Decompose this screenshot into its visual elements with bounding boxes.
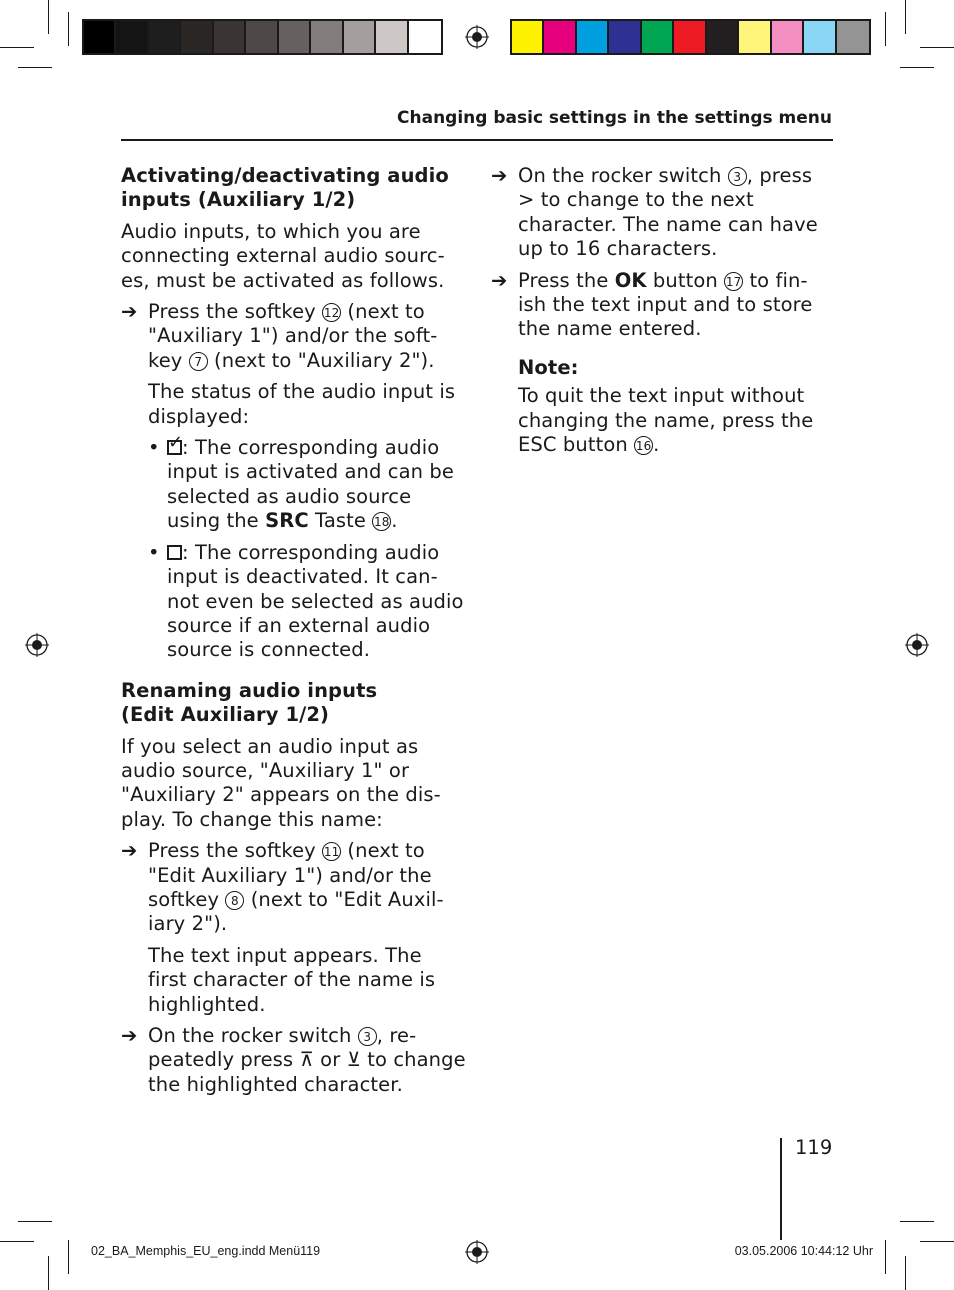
crop-mark [900, 1221, 934, 1222]
crop-mark [905, 1256, 906, 1290]
footer-date-info: 03.05.2006 10:44:12 Uhr [734, 1244, 873, 1258]
section-heading-activating: Activating/deactivating audio inputs (Auxiliary 1/2) [121, 164, 449, 212]
page-number-rule [780, 1138, 782, 1240]
color-swatch [772, 21, 804, 53]
color-swatch [279, 21, 311, 53]
color-swatch [707, 21, 739, 53]
crop-mark [885, 1240, 886, 1274]
callout-number: 12 [322, 303, 341, 322]
registration-target-icon [25, 633, 49, 657]
crop-mark [0, 47, 34, 48]
color-swatch [674, 21, 706, 53]
instruction-step: ➔ On the rocker switch 3 , re-peatedly press ⊼ or ⊻ to change the highlighted character. [121, 1024, 466, 1096]
checkbox-empty-icon [167, 545, 182, 560]
color-swatch [544, 21, 576, 53]
running-head: Changing basic settings in the settings menu [397, 108, 832, 128]
registration-target-icon [465, 25, 489, 49]
callout-number: 7 [189, 352, 208, 371]
registration-target-icon [465, 1240, 489, 1264]
callout-number: 3 [728, 167, 747, 186]
color-swatch [246, 21, 278, 53]
crop-mark [68, 12, 69, 46]
crop-mark [18, 67, 52, 68]
crop-mark [885, 12, 886, 46]
color-swatch [837, 21, 869, 53]
crop-mark [68, 1240, 69, 1274]
color-swatch [512, 21, 544, 53]
crop-mark [920, 1241, 954, 1242]
step-result: The status of the audio input is displayed: [148, 380, 456, 428]
footer-file-info: 02_BA_Memphis_EU_eng.indd Menü119 [91, 1244, 321, 1258]
section-intro: If you select an audio input as audio source, "Auxiliary 1" or "Auxiliary 2" appears on the dis-play. To change this name: [121, 734, 441, 831]
registration-target-icon [905, 633, 929, 657]
arrow-right-icon: ➔ [121, 839, 138, 863]
color-swatch [376, 21, 408, 53]
callout-number: 3 [358, 1027, 377, 1046]
grayscale-color-bar [82, 19, 443, 55]
crop-mark [48, 1256, 49, 1290]
color-swatch [116, 21, 148, 53]
callout-number: 16 [634, 436, 653, 455]
crop-mark [920, 47, 954, 48]
crop-mark [48, 0, 49, 34]
right-column [491, 164, 826, 457]
color-swatch [149, 21, 181, 53]
rocker-up-icon: ⊼ [299, 1048, 314, 1072]
instruction-step: ➔ Press the softkey 11 (next to "Edit Auxiliary 1") and/or the softkey 8 (next to "Edit Auxil-iary 2"). [121, 839, 444, 936]
arrow-right-icon: ➔ [121, 300, 138, 324]
arrow-right-icon: ➔ [491, 268, 508, 292]
color-swatch [577, 21, 609, 53]
color-swatch [409, 21, 441, 53]
section-heading-renaming: Renaming audio inputs (Edit Auxiliary 1/2) [121, 678, 378, 727]
color-swatch [181, 21, 213, 53]
crop-mark [0, 1241, 34, 1242]
instruction-step: ➔ On the rocker switch 3 , press > to change to the next character. The name can have up to 16 characters. [491, 164, 818, 261]
bullet-item: • ✓ : The corresponding audio input is activated and can be selected as audio source using the SRC Taste 18. [148, 432, 454, 533]
crop-mark [905, 0, 906, 34]
color-swatch [214, 21, 246, 53]
color-swatch [804, 21, 836, 53]
color-swatch [642, 21, 674, 53]
color-swatch [739, 21, 771, 53]
arrow-right-icon: ➔ [491, 164, 508, 187]
callout-number: 11 [322, 842, 341, 861]
instruction-step: ➔ Press the softkey 12 (next to "Auxiliary 1") and/or the soft-key 7 (next to "Auxiliary 2"). [121, 300, 438, 372]
process-color-bar [510, 19, 871, 55]
note-text: To quit the text input without changing the name, press the ESC button 16. [518, 384, 814, 457]
callout-number: 8 [225, 891, 244, 910]
arrow-right-icon: ➔ [121, 1024, 138, 1047]
color-swatch [609, 21, 641, 53]
crop-mark [18, 1221, 52, 1222]
step-result: The text input appears. The first character of the name is highlighted. [148, 943, 436, 1016]
color-swatch [344, 21, 376, 53]
crop-mark [900, 67, 934, 68]
header-rule [121, 139, 833, 141]
color-swatch [311, 21, 343, 53]
left-column [121, 164, 466, 1104]
page-number: 119 [795, 1136, 833, 1159]
instruction-step: ➔ Press the OK button 17 to fin-ish the text input and to store the name entered. [491, 268, 813, 341]
rocker-down-icon: ⊻ [346, 1048, 361, 1072]
note-label: Note: [518, 355, 579, 379]
section-intro: Audio inputs, to which you are connecting external audio sourc-es, must be activated as follows. [121, 219, 445, 292]
callout-number: 18 [372, 512, 391, 531]
color-swatch [84, 21, 116, 53]
callout-number: 17 [724, 272, 743, 291]
bullet-item: • : The corresponding audio input is deactivated. It can-not even be selected as audio source if an external audio source is connected. [148, 540, 464, 662]
checkbox-checked-icon: ✓ [168, 432, 184, 454]
